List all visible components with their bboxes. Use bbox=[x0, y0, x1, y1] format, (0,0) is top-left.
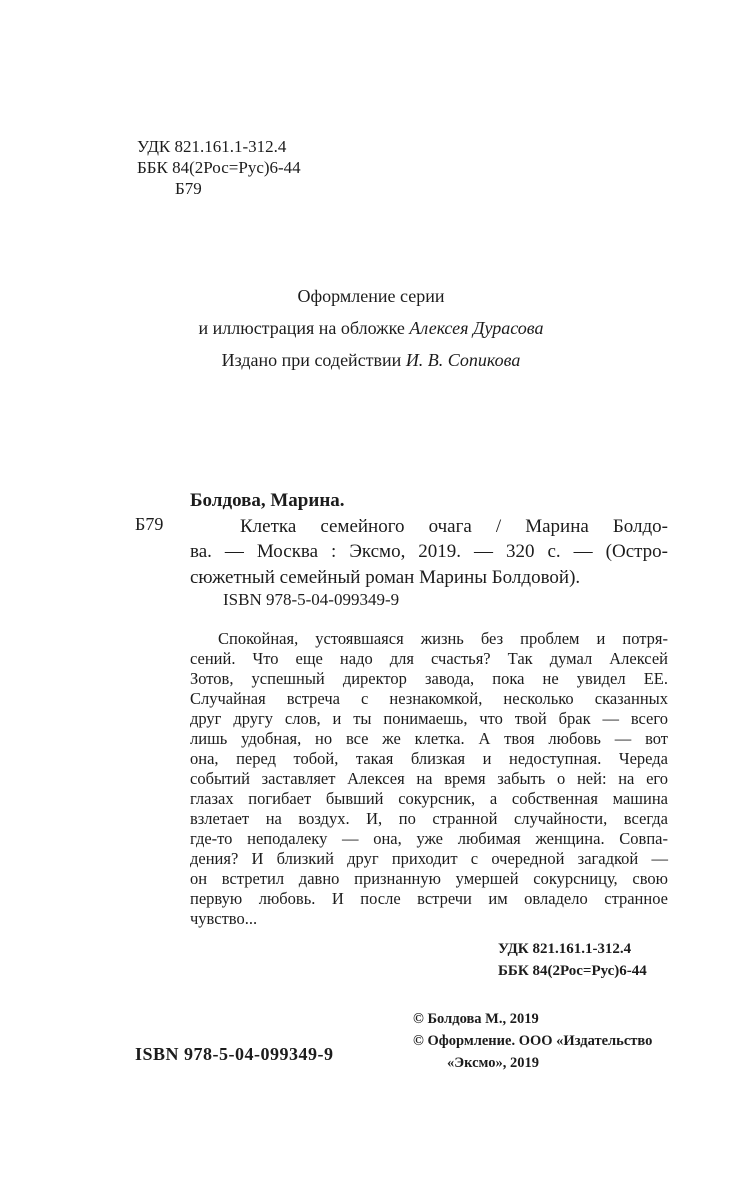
bottom-catalog-codes bbox=[498, 938, 647, 982]
cover-illustration-credit: и иллюстрация на обложке Алексея Дурасова bbox=[198, 318, 544, 338]
bbk-code-bottom: ББК 84(2Рос=Рус)6-44 bbox=[498, 963, 647, 979]
udk-code: УДК 821.161.1-312.4 bbox=[137, 137, 287, 156]
author-sign: Б79 bbox=[175, 179, 202, 198]
annotation-line: дения? И близкий друг приходит с очередной загадкой — bbox=[190, 849, 668, 868]
annotation-line: друг другу слов, и ты понимаешь, что твой брак — всего bbox=[190, 709, 668, 728]
annotation-line: Зотов, успешный директор завода, пока не увидел ЕЕ. bbox=[190, 669, 668, 688]
catalog-author: Болдова, Марина. bbox=[190, 490, 345, 511]
copyright-block bbox=[413, 1008, 652, 1074]
annotation-line: Случайная встреча с незнакомкой, несколько сказанных bbox=[190, 689, 668, 708]
annotation-line: первую любовь. И после встречи им овладело странное bbox=[190, 889, 668, 908]
catalog-card bbox=[190, 488, 668, 590]
annotation-line: взлетает на воздух. И, по странной случайности, всегда bbox=[190, 809, 668, 828]
annotation-line: лишь удобная, но все же клетка. А твоя любовь — вот bbox=[190, 729, 668, 748]
annotation-line: сений. Что еще надо для счастья? Так думал Алексей bbox=[190, 649, 668, 668]
annotation-line: Спокойная, устоявшаяся жизнь без проблем и потря- bbox=[218, 629, 668, 648]
annotation-line: чувство... bbox=[190, 909, 258, 928]
catalog-isbn: ISBN 978-5-04-099349-9 bbox=[223, 590, 400, 609]
bbk-code: ББК 84(2Рос=Рус)6-44 bbox=[137, 158, 301, 177]
assistant-name: И. В. Сопикова bbox=[405, 350, 521, 370]
card-author-sign: Б79 bbox=[135, 514, 164, 534]
annotation-line: она, перед тобой, такая близкая и недоступная. Череда bbox=[190, 749, 668, 768]
annotation-block bbox=[190, 629, 668, 929]
catalog-line: сюжетный семейный роман Марины Болдовой). bbox=[190, 566, 581, 588]
udk-code-bottom: УДК 821.161.1-312.4 bbox=[498, 941, 632, 957]
credits-block bbox=[75, 280, 667, 376]
annotation-line: он встретил давно признанную умершей сокурсницу, свою bbox=[190, 869, 668, 888]
copyright-publisher: © Оформление. ООО «Издательство bbox=[413, 1033, 653, 1049]
copyright-publisher-cont: «Эксмо», 2019 bbox=[447, 1055, 539, 1071]
catalog-line: Клетка семейного очага / Марина Болдо- bbox=[240, 515, 668, 537]
top-catalog-codes bbox=[137, 136, 301, 199]
catalog-line: ва. — Москва : Эксмо, 2019. — 320 с. — (Остро- bbox=[190, 541, 668, 562]
annotation-line: глазах погибает бывший сокурсник, а собственная машина bbox=[190, 789, 668, 808]
annotation-line: событий заставляет Алексея на время забыть о ней: на его bbox=[190, 769, 668, 788]
illustrator-name: Алексея Дурасова bbox=[409, 318, 544, 338]
series-design-credit: Оформление серии bbox=[297, 286, 445, 306]
annotation-line: где-то неподалеку — она, уже любимая женщина. Совпа- bbox=[190, 829, 668, 848]
isbn-number: ISBN 978-5-04-099349-9 bbox=[135, 1044, 334, 1064]
assistance-credit: Издано при содействии И. В. Сопикова bbox=[221, 350, 521, 370]
copyright-author: © Болдова М., 2019 bbox=[413, 1011, 539, 1027]
